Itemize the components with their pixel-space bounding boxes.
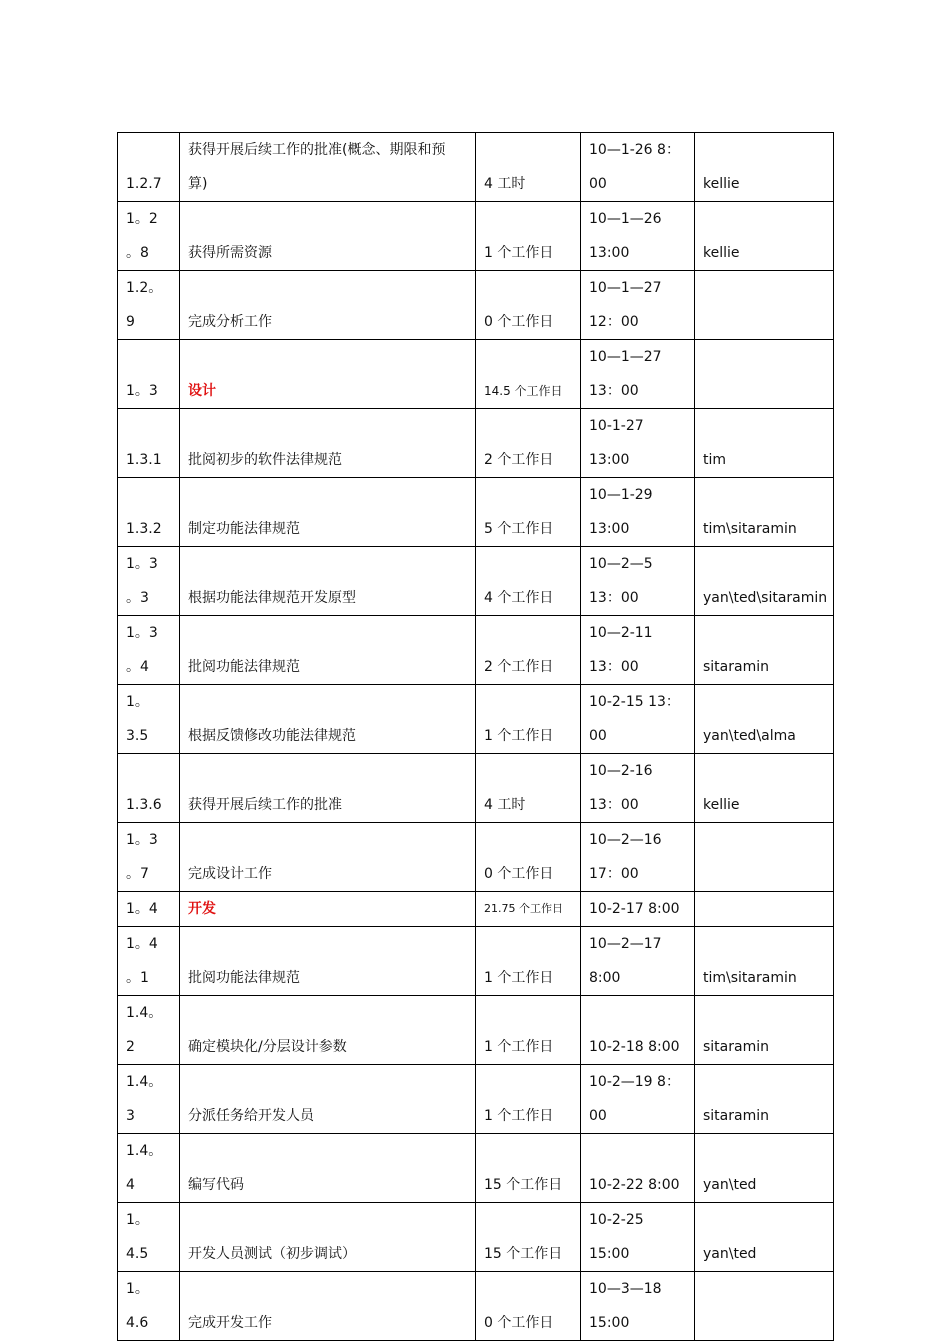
task-id-cell: 1.3.1 (118, 409, 180, 478)
task-name-cell: 分派任务给开发人员 (180, 1065, 476, 1134)
duration-cell: 1 个工作日 (476, 202, 581, 271)
table-row (118, 1203, 834, 1272)
resource-cell: sitaramin (695, 996, 834, 1065)
duration-cell: 5 个工作日 (476, 478, 581, 547)
duration-cell: 0 个工作日 (476, 823, 581, 892)
duration-cell: 2 个工作日 (476, 409, 581, 478)
start-time-cell: 10-2-25 15:00 (581, 1203, 695, 1272)
duration-cell: 2 个工作日 (476, 616, 581, 685)
resource-cell: yan\ted\sitaramin (695, 547, 834, 616)
duration-cell: 21.75 个工作日 (476, 892, 581, 927)
start-time-cell: 10—1-26 8： 00 (581, 133, 695, 202)
duration-cell: 1 个工作日 (476, 927, 581, 996)
resource-cell: yan\ted\alma (695, 685, 834, 754)
start-time-cell: 10—2—16 17：00 (581, 823, 695, 892)
task-id-cell: 1.2。9 (118, 271, 180, 340)
table-row (118, 823, 834, 892)
task-name-cell: 完成分析工作 (180, 271, 476, 340)
duration-cell: 0 个工作日 (476, 271, 581, 340)
resource-cell: sitaramin (695, 616, 834, 685)
start-time-cell: 10—2—5 13：00 (581, 547, 695, 616)
start-time-cell: 10—2-11 13：00 (581, 616, 695, 685)
resource-cell (695, 1272, 834, 1341)
task-id-cell: 1。3 。7 (118, 823, 180, 892)
task-name-cell: 根据反馈修改功能法律规范 (180, 685, 476, 754)
resource-cell: yan\ted (695, 1203, 834, 1272)
phase-row (118, 340, 834, 409)
resource-cell: kellie (695, 133, 834, 202)
table-row (118, 409, 834, 478)
resource-cell: tim (695, 409, 834, 478)
resource-cell: kellie (695, 754, 834, 823)
task-id-cell: 1。3 (118, 340, 180, 409)
task-name-cell: 开发人员测试（初步调试） (180, 1203, 476, 1272)
resource-cell: tim\sitaramin (695, 927, 834, 996)
duration-cell: 14.5 个工作日 (476, 340, 581, 409)
duration-cell: 1 个工作日 (476, 1065, 581, 1134)
resource-cell (695, 892, 834, 927)
table-row (118, 754, 834, 823)
table-row (118, 616, 834, 685)
table-row (118, 478, 834, 547)
task-name-cell: 获得开展后续工作的批准 (180, 754, 476, 823)
start-time-cell: 10-2—19 8： 00 (581, 1065, 695, 1134)
task-id-cell: 1.4。4 (118, 1134, 180, 1203)
table-row (118, 202, 834, 271)
task-name-cell: 完成设计工作 (180, 823, 476, 892)
duration-cell: 15 个工作日 (476, 1134, 581, 1203)
table-row (118, 1272, 834, 1341)
task-name-cell: 确定模块化/分层设计参数 (180, 996, 476, 1065)
resource-cell: tim\sitaramin (695, 478, 834, 547)
start-time-cell: 10-2-15 13： 00 (581, 685, 695, 754)
task-name-cell: 批阅功能法律规范 (180, 927, 476, 996)
table-row (118, 685, 834, 754)
task-name-cell: 编写代码 (180, 1134, 476, 1203)
table-row (118, 927, 834, 996)
duration-cell: 15 个工作日 (476, 1203, 581, 1272)
task-name-cell: 获得所需资源 (180, 202, 476, 271)
resource-cell (695, 340, 834, 409)
start-time-cell: 10—1-29 13:00 (581, 478, 695, 547)
resource-cell (695, 823, 834, 892)
start-time-cell: 10-2-17 8:00 (581, 892, 695, 927)
resource-cell: kellie (695, 202, 834, 271)
task-schedule-body (118, 133, 834, 1341)
resource-cell (695, 271, 834, 340)
task-name-cell: 批阅初步的软件法律规范 (180, 409, 476, 478)
phase-row (118, 892, 834, 927)
task-id-cell: 1。4.6 (118, 1272, 180, 1341)
task-id-cell: 1。4.5 (118, 1203, 180, 1272)
task-id-cell: 1.4。3 (118, 1065, 180, 1134)
task-id-cell: 1。2 。8 (118, 202, 180, 271)
table-row (118, 1134, 834, 1203)
duration-cell: 4 工时 (476, 133, 581, 202)
start-time-cell: 10—1—27 13：00 (581, 340, 695, 409)
start-time-cell: 10—1—26 13:00 (581, 202, 695, 271)
duration-cell: 4 个工作日 (476, 547, 581, 616)
task-id-cell: 1.3.2 (118, 478, 180, 547)
task-schedule-table (117, 132, 834, 1341)
duration-cell: 0 个工作日 (476, 1272, 581, 1341)
task-id-cell: 1.3.6 (118, 754, 180, 823)
table-row (118, 133, 834, 202)
duration-cell: 4 工时 (476, 754, 581, 823)
resource-cell: yan\ted (695, 1134, 834, 1203)
table-row (118, 1065, 834, 1134)
start-time-cell: 10—3—18 15:00 (581, 1272, 695, 1341)
duration-cell: 1 个工作日 (476, 996, 581, 1065)
duration-cell: 1 个工作日 (476, 685, 581, 754)
table-row (118, 271, 834, 340)
task-id-cell: 1。3.5 (118, 685, 180, 754)
resource-cell: sitaramin (695, 1065, 834, 1134)
task-name-cell: 制定功能法律规范 (180, 478, 476, 547)
start-time-cell: 10—2-16 13：00 (581, 754, 695, 823)
start-time-cell: 10-2-18 8:00 (581, 996, 695, 1065)
task-id-cell: 1。3 。3 (118, 547, 180, 616)
task-name-cell: 完成开发工作 (180, 1272, 476, 1341)
start-time-cell: 10-1-27 13:00 (581, 409, 695, 478)
task-name-cell: 获得开展后续工作的批准(概念、期限和预 算) (180, 133, 476, 202)
task-id-cell: 1。3 。4 (118, 616, 180, 685)
task-name-cell: 开发 (180, 892, 476, 927)
task-name-cell: 设计 (180, 340, 476, 409)
table-row (118, 547, 834, 616)
task-name-cell: 根据功能法律规范开发原型 (180, 547, 476, 616)
task-name-cell: 批阅功能法律规范 (180, 616, 476, 685)
start-time-cell: 10—1—27 12：00 (581, 271, 695, 340)
start-time-cell: 10—2—17 8:00 (581, 927, 695, 996)
task-id-cell: 1。4 。1 (118, 927, 180, 996)
task-id-cell: 1.2.7 (118, 133, 180, 202)
table-row (118, 996, 834, 1065)
start-time-cell: 10-2-22 8:00 (581, 1134, 695, 1203)
task-id-cell: 1。4 (118, 892, 180, 927)
task-id-cell: 1.4。2 (118, 996, 180, 1065)
